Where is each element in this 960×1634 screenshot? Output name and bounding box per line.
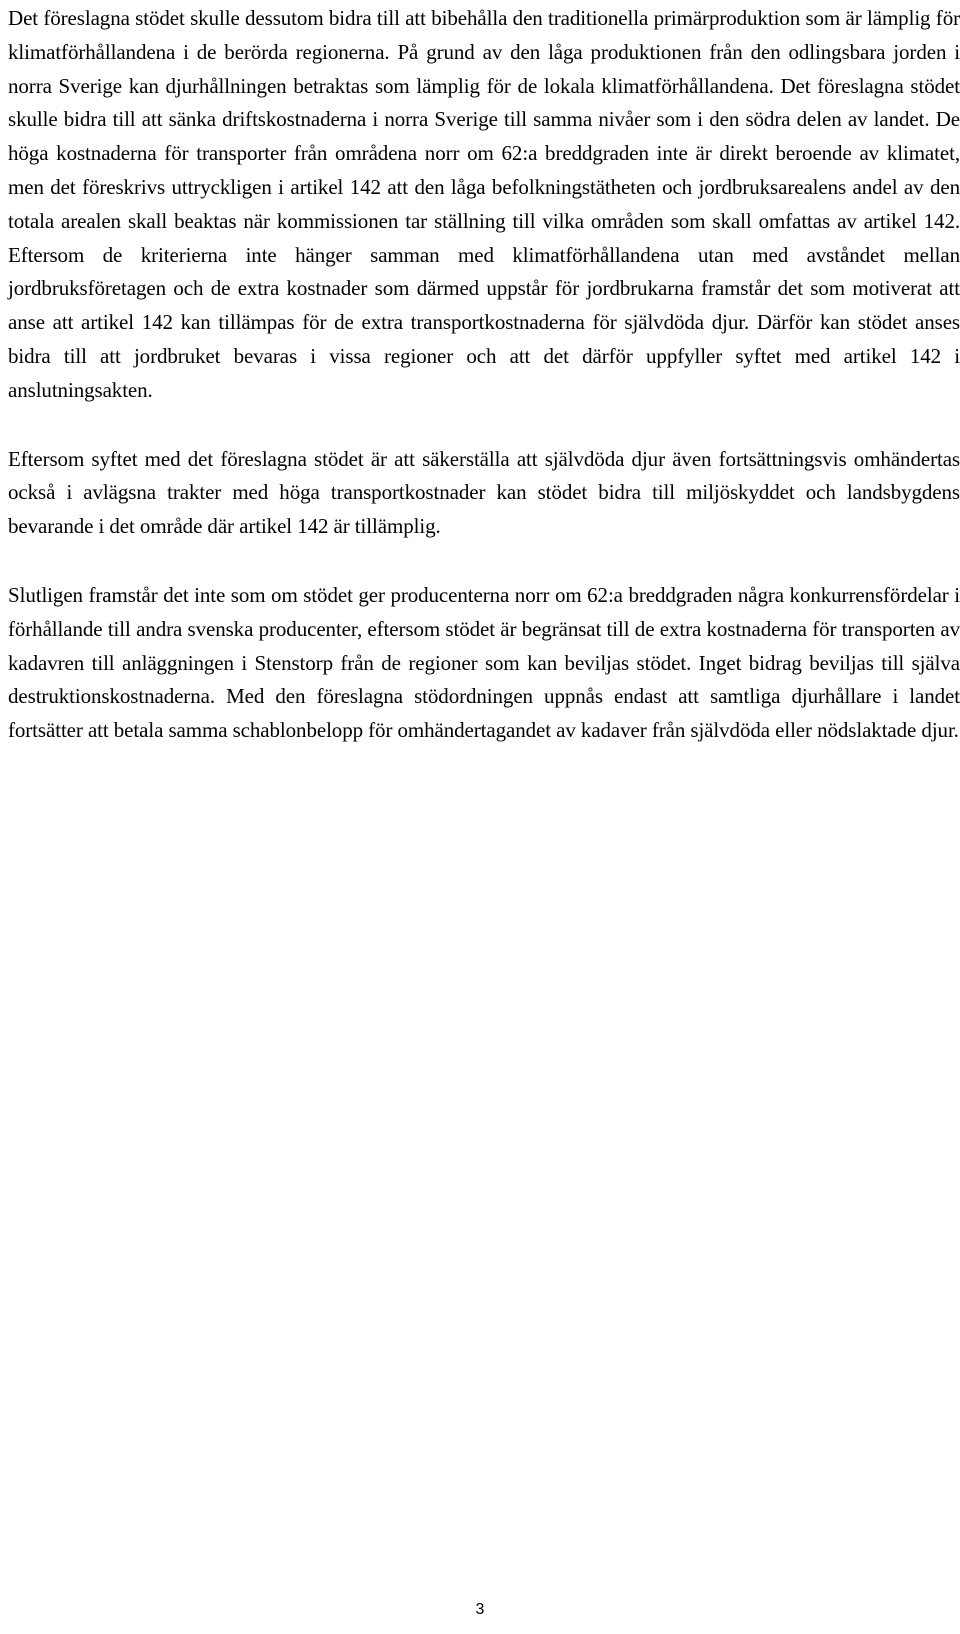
paragraph-2: Eftersom syftet med det föreslagna stödet är att säkerställa att självdöda djur även fortsättningsvis omhändertas också i avlägsna trakter med höga transportkostnader kan stödet bidra till miljöskyddet och landsbygdens bevarande i det område där artikel 142 är tillämplig. xyxy=(8,446,960,539)
document-page xyxy=(8,2,960,748)
paragraph-3: Slutligen framstår det inte som om stödet ger producenterna norr om 62:a breddgraden några konkurrensfördelar i förhållande till andra svenska producenter, eftersom stödet är begränsat till de extra kostnaderna för transporten av kadavren till anläggningen i Stenstorp från de regioner som kan beviljas stödet. Inget bidrag beviljas till själva destruktionskostnaderna. Med den föreslagna stödordningen uppnås endast att samtliga djurhållare i landet fortsätter att betala samma schablonbelopp för omhändertagandet av kadaver från självdöda eller nödslaktade djur. xyxy=(8,582,960,743)
page-number: 3 xyxy=(475,1601,485,1618)
paragraph-1: Det föreslagna stödet skulle dessutom bidra till att bibehålla den traditionella primärproduktion som är lämplig för klimatförhållandena i de berörda regionerna. På grund av den låga produktionen från den odlingsbara jorden i norra Sverige kan djurhållningen betraktas som lämplig för de lokala klimatförhållandena. Det föreslagna stödet skulle bidra till att sänka driftskostnaderna i norra Sverige till samma nivåer som i den södra delen av landet. De höga kostnaderna för transporter från områdena norr om 62:a breddgraden inte är direkt beroende av klimatet, men det föreskrivs uttryckligen i artikel 142 att den låga befolkningstätheten och jordbruksarealens andel av den totala arealen skall beaktas när kommissionen tar ställning till vilka områden som skall omfattas av artikel 142. Eftersom de kriterierna inte hänger samman med klimatförhållandena utan med avståndet mellan jordbruksföretagen och de extra kostnader som därmed uppstår för jordbrukarna framstår det som motiverat att anse att artikel 142 kan tillämpas för de extra transportkostnaderna för självdöda djur. Därför kan stödet anses bidra till att jordbruket bevaras i vissa regioner och att det därför uppfyller syftet med artikel 142 i anslutningsakten. xyxy=(8,6,960,402)
